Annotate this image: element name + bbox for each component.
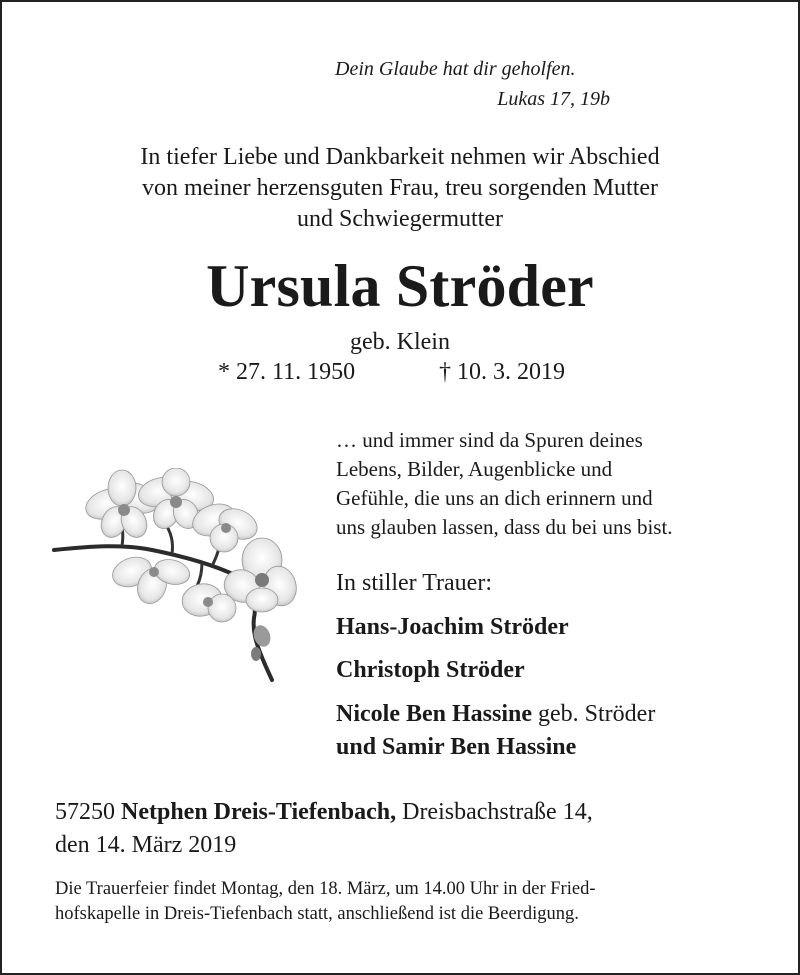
orchid-branch-icon [52, 468, 297, 683]
bible-verse-reference: Lukas 17, 19b [497, 88, 610, 110]
deceased-name: Ursula Ströder [206, 253, 594, 319]
poem-line: uns glauben lassen, dass du bei uns bist. [336, 515, 673, 539]
birth-date: * 27. 11. 1950 [218, 359, 356, 385]
intro-line: und Schwiegermutter [297, 206, 503, 232]
funeral-line: hofskapelle in Dreis-Tiefenbach statt, anschließend ist die Beerdigung. [55, 904, 579, 924]
place-name: Netphen Dreis-Tiefenbach, [121, 799, 397, 825]
poem-line: … und immer sind da Spuren deines [336, 428, 643, 452]
mourner-name: Christoph Ströder [336, 657, 525, 683]
street: Dreisbachstraße 14, [396, 799, 593, 825]
postal-code: 57250 [55, 799, 121, 825]
address-line [55, 796, 775, 829]
maiden-name: geb. Klein [350, 329, 450, 355]
death-date: † 10. 3. 2019 [439, 359, 565, 385]
notice-date: den 14. März 2019 [55, 832, 237, 858]
poem [336, 426, 776, 542]
mourner-name: und Samir Ben Hassine [336, 734, 577, 760]
mourner-name [336, 701, 655, 728]
intro-line: von meiner herzensguten Frau, treu sorgenden Mutter [141, 175, 659, 201]
intro-text [2, 142, 798, 235]
funeral-info [55, 877, 775, 927]
mourner-name-bold: Nicole Ben Hassine [336, 701, 532, 727]
address-block [55, 796, 775, 862]
poem-line: Gefühle, die uns an dich erinnern und [336, 486, 653, 510]
intro-line: In tiefer Liebe und Dankbarkeit nehmen wir Abschied [140, 144, 660, 170]
funeral-line: Die Trauerfeier findet Montag, den 18. März, um 14.00 Uhr in der Fried- [55, 879, 596, 899]
mourner-maiden-name: geb. Ströder [532, 701, 656, 727]
poem-line: Lebens, Bilder, Augenblicke und [336, 457, 613, 481]
mourner-name: Hans-Joachim Ströder [336, 614, 569, 640]
mourning-heading: In stiller Trauer: [336, 570, 492, 596]
bible-verse: Dein Glaube hat dir geholfen. [335, 58, 576, 80]
